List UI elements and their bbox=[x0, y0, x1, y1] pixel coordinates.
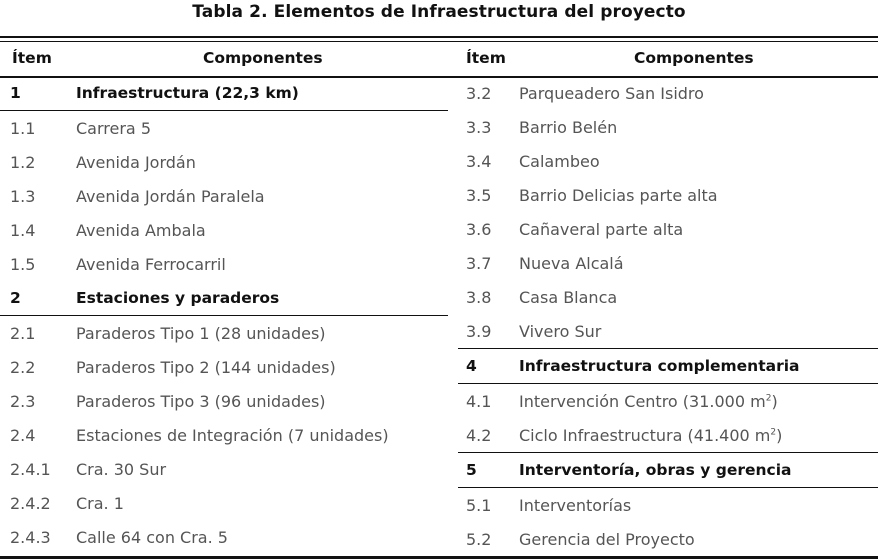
row-component-text: Paraderos Tipo 3 (96 unidades) bbox=[76, 392, 326, 411]
row-component-text: Calle 64 con Cra. 5 bbox=[76, 528, 228, 547]
row-component-text: Cañaveral parte alta bbox=[519, 220, 684, 239]
table-row bbox=[458, 314, 878, 348]
row-component-text: Estaciones de Integración (7 unidades) bbox=[76, 426, 389, 445]
row-item-number: 1.4 bbox=[10, 221, 36, 240]
row-item-number: 5.2 bbox=[466, 530, 492, 549]
row-component-text: Barrio Delicias parte alta bbox=[519, 186, 718, 205]
row-component bbox=[76, 255, 226, 274]
row-component-tail: ) bbox=[771, 392, 778, 411]
table-row bbox=[458, 488, 878, 522]
row-component-text: Ciclo Infraestructura (41.400 m bbox=[519, 426, 771, 445]
header-components: Componentes bbox=[203, 49, 323, 67]
row-component bbox=[76, 84, 299, 102]
row-component-tail: ) bbox=[776, 426, 783, 445]
row-component-text: Gerencia del Proyecto bbox=[519, 530, 695, 549]
table-row bbox=[0, 145, 448, 179]
row-component-text: Infraestructura (22,3 km) bbox=[76, 84, 299, 102]
row-item-number: 2.4 bbox=[10, 426, 36, 445]
row-component bbox=[519, 461, 792, 479]
row-component bbox=[519, 322, 601, 341]
row-component bbox=[76, 392, 326, 411]
row-item-number: 3.5 bbox=[466, 186, 492, 205]
table-title: Tabla 2. Elementos de Infraestructura del proyecto bbox=[192, 2, 686, 22]
row-component bbox=[519, 254, 624, 273]
table-row bbox=[458, 76, 878, 110]
row-component bbox=[519, 84, 704, 103]
table-row bbox=[458, 384, 878, 418]
row-component-text: Avenida Ferrocarril bbox=[76, 255, 226, 274]
table-row bbox=[458, 246, 878, 280]
row-item-number: 2.3 bbox=[10, 392, 36, 411]
row-component bbox=[519, 152, 600, 171]
table-row bbox=[0, 486, 448, 520]
table-row bbox=[0, 520, 448, 554]
superscript: 2 bbox=[770, 427, 777, 438]
table-row bbox=[458, 280, 878, 314]
row-component-text: Cra. 30 Sur bbox=[76, 460, 167, 479]
row-component bbox=[519, 186, 718, 205]
row-item-number: 3.3 bbox=[466, 118, 492, 137]
row-component-text: Avenida Jordán Paralela bbox=[76, 187, 265, 206]
row-component-text: Interventorías bbox=[519, 496, 632, 515]
row-item-number: 2 bbox=[10, 289, 21, 307]
row-component bbox=[76, 289, 279, 307]
table-row bbox=[0, 316, 448, 350]
table-row bbox=[0, 418, 448, 452]
header-components: Componentes bbox=[634, 49, 754, 67]
row-item-number: 1.2 bbox=[10, 153, 36, 172]
table-row bbox=[0, 247, 448, 281]
table-row bbox=[0, 384, 448, 418]
row-item-number: 1.3 bbox=[10, 187, 36, 206]
row-component-text: Estaciones y paraderos bbox=[76, 289, 280, 307]
row-component-text: Infraestructura complementaria bbox=[519, 357, 800, 375]
table-row bbox=[0, 350, 448, 384]
row-item-number: 2.4.2 bbox=[10, 494, 51, 513]
row-item-number: 4.1 bbox=[466, 392, 492, 411]
row-component bbox=[76, 494, 124, 513]
left-header bbox=[0, 42, 448, 76]
table-row bbox=[458, 418, 878, 452]
table-row bbox=[458, 144, 878, 178]
row-item-number: 4.2 bbox=[466, 426, 492, 445]
row-item-number: 3.9 bbox=[466, 322, 492, 341]
header-item: Ítem bbox=[12, 49, 52, 67]
table-row bbox=[458, 178, 878, 212]
header-item: Ítem bbox=[466, 49, 506, 67]
row-component bbox=[76, 221, 206, 240]
row-component-text: Vivero Sur bbox=[519, 322, 602, 341]
row-item-number: 3.4 bbox=[466, 152, 492, 171]
row-component bbox=[519, 496, 631, 515]
section-row bbox=[0, 281, 448, 316]
row-component-text: Avenida Ambala bbox=[76, 221, 206, 240]
row-component bbox=[519, 288, 617, 307]
row-item-number: 4 bbox=[466, 357, 477, 375]
row-component-text: Barrio Belén bbox=[519, 118, 618, 137]
row-item-number: 3.2 bbox=[466, 84, 492, 103]
table-row bbox=[0, 111, 448, 145]
row-component bbox=[76, 460, 166, 479]
row-item-number: 2.4.1 bbox=[10, 460, 51, 479]
header-rule bbox=[0, 76, 878, 78]
table-row bbox=[0, 179, 448, 213]
left-table-body bbox=[0, 76, 448, 554]
superscript: 2 bbox=[765, 393, 772, 404]
row-component-text: Casa Blanca bbox=[519, 288, 618, 307]
row-component-text: Interventoría, obras y gerencia bbox=[519, 461, 792, 479]
row-item-number: 2.4.3 bbox=[10, 528, 51, 547]
left-column bbox=[0, 42, 448, 554]
right-table-body bbox=[458, 76, 878, 556]
row-item-number: 2.2 bbox=[10, 358, 36, 377]
row-item-number: 5.1 bbox=[466, 496, 492, 515]
row-item-number: 1 bbox=[10, 84, 21, 102]
row-component bbox=[519, 426, 782, 445]
row-component bbox=[76, 528, 228, 547]
row-component bbox=[76, 324, 326, 343]
right-column bbox=[458, 42, 878, 556]
top-rule bbox=[0, 36, 878, 38]
right-header bbox=[458, 42, 878, 76]
table-row bbox=[0, 213, 448, 247]
table-row bbox=[0, 452, 448, 486]
row-component bbox=[76, 119, 151, 138]
row-component-text: Calambeo bbox=[519, 152, 600, 171]
section-row bbox=[458, 452, 878, 488]
row-component bbox=[519, 118, 617, 137]
row-component-text: Parqueadero San Isidro bbox=[519, 84, 704, 103]
row-component-text: Paraderos Tipo 1 (28 unidades) bbox=[76, 324, 326, 343]
row-component-text: Nueva Alcalá bbox=[519, 254, 624, 273]
row-component bbox=[519, 392, 778, 411]
section-row bbox=[458, 348, 878, 384]
row-item-number: 3.6 bbox=[466, 220, 492, 239]
section-row bbox=[0, 76, 448, 111]
row-item-number: 3.7 bbox=[466, 254, 492, 273]
row-item-number: 2.1 bbox=[10, 324, 36, 343]
row-component-text: Avenida Jordán bbox=[76, 153, 196, 172]
table-row bbox=[458, 110, 878, 144]
row-component-text: Intervención Centro (31.000 m bbox=[519, 392, 766, 411]
row-component bbox=[519, 357, 800, 375]
row-component bbox=[519, 220, 683, 239]
row-component-text: Carrera 5 bbox=[76, 119, 151, 138]
row-component bbox=[76, 153, 196, 172]
row-item-number: 5 bbox=[466, 461, 477, 479]
row-component bbox=[76, 358, 336, 377]
row-component-text: Cra. 1 bbox=[76, 494, 124, 513]
table-row bbox=[458, 212, 878, 246]
table-row bbox=[458, 522, 878, 556]
row-component-text: Paraderos Tipo 2 (144 unidades) bbox=[76, 358, 336, 377]
row-component bbox=[76, 187, 265, 206]
row-item-number: 1.1 bbox=[10, 119, 36, 138]
row-item-number: 3.8 bbox=[466, 288, 492, 307]
row-item-number: 1.5 bbox=[10, 255, 36, 274]
row-component bbox=[519, 530, 695, 549]
row-component bbox=[76, 426, 389, 445]
